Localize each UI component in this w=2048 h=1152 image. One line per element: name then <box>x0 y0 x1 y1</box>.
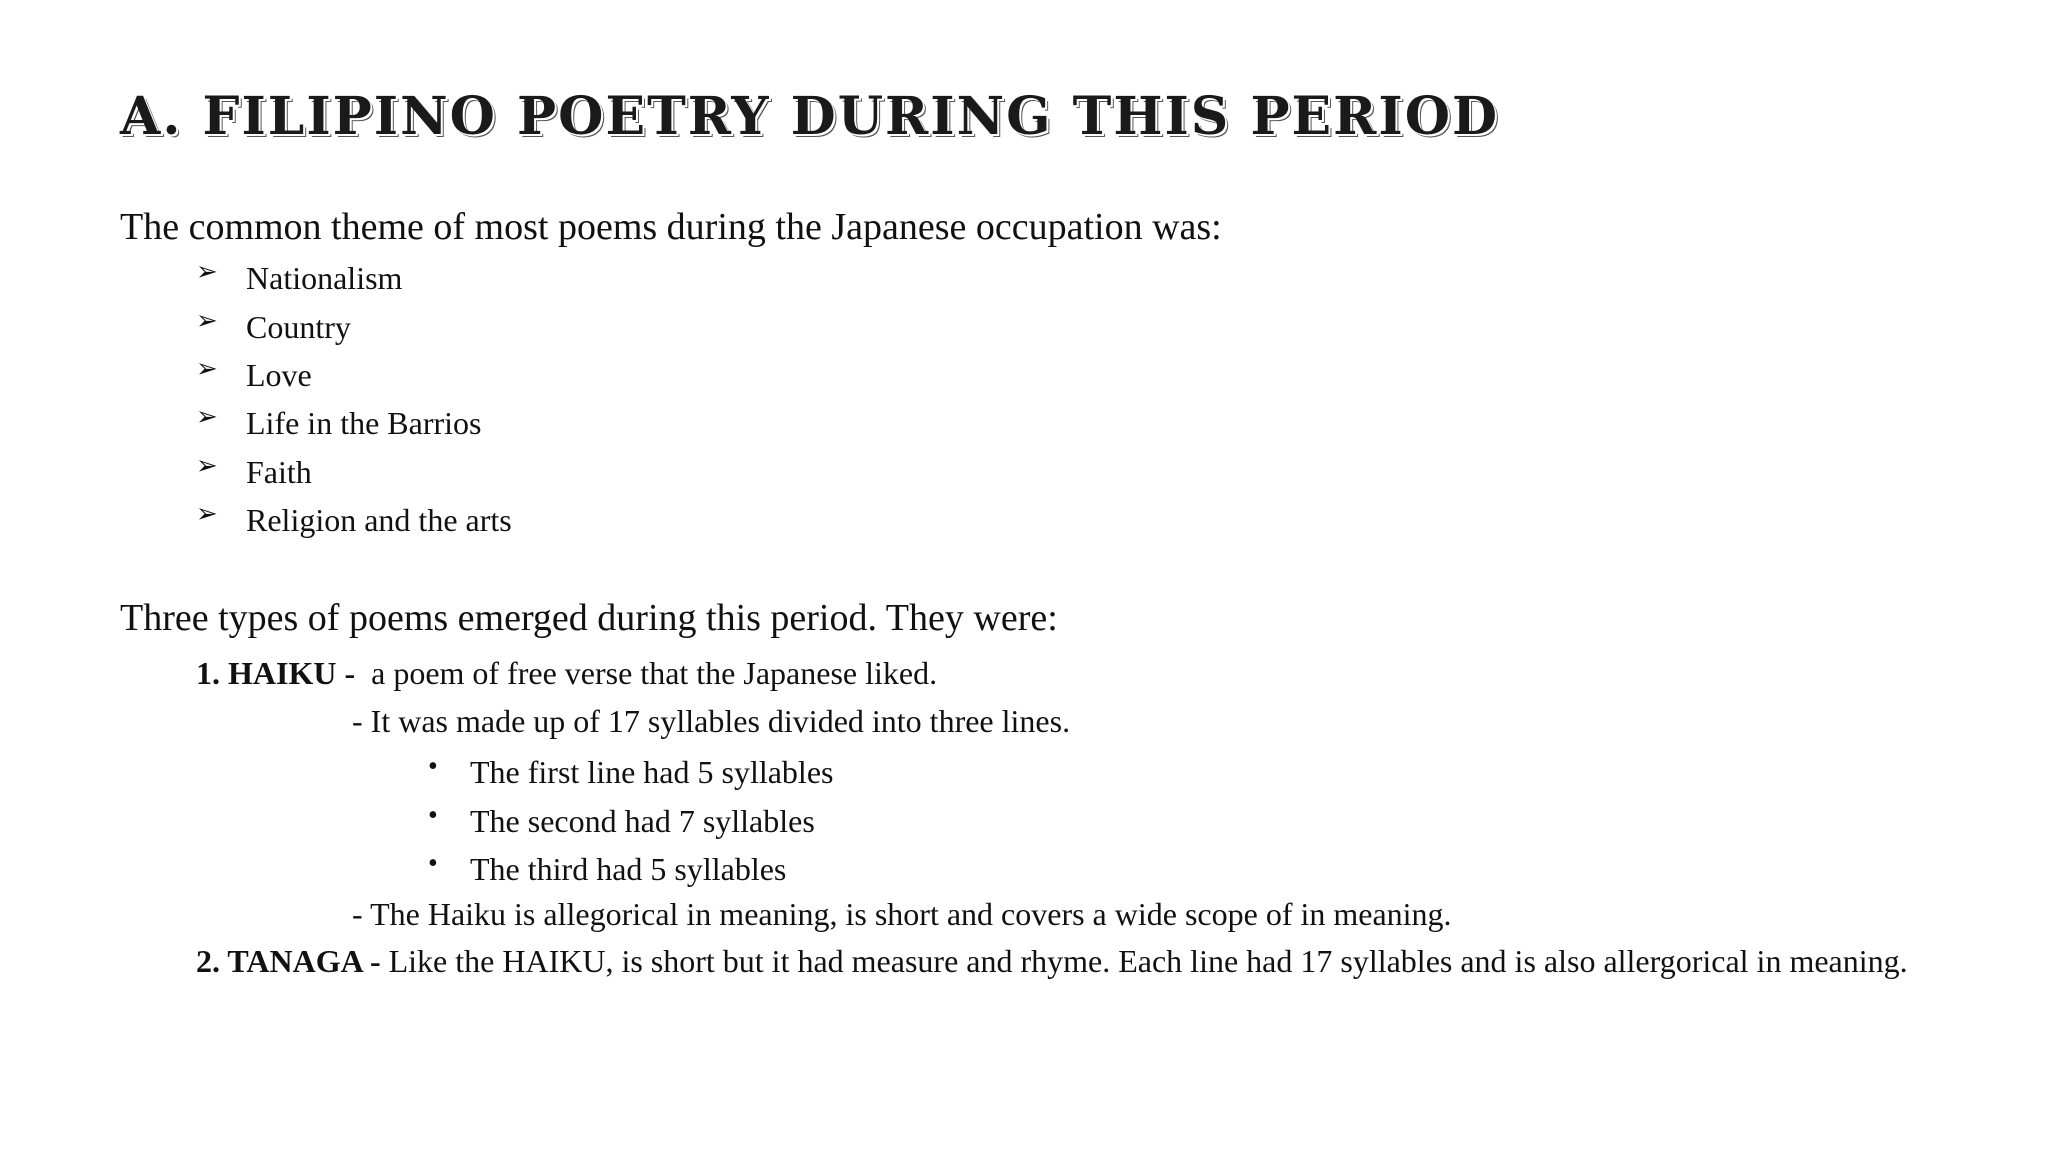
types-intro: Three types of poems emerged during this period. They were: <box>120 597 1058 639</box>
haiku-item <box>196 652 937 694</box>
tanaga-label: 2. TANAGA - <box>196 943 381 979</box>
slide-title: A. FILIPINO POETRY DURING THIS PERIOD <box>120 86 1500 147</box>
tanaga-definition: Like the HAIKU, is short but it had measure and rhyme. Each line had 17 syllables and is also allergorical in meaning. <box>388 943 1908 979</box>
arrow-bullet-icon: ➢ <box>196 499 218 530</box>
list-item: • The second had 7 syllables <box>428 796 833 844</box>
tanaga-item <box>196 940 1926 982</box>
arrow-bullet-icon: ➢ <box>196 305 218 336</box>
list-item: ➢ Love <box>196 353 312 393</box>
list-item: ➢ Faith <box>196 450 312 490</box>
themes-intro: The common theme of most poems during the Japanese occupation was: <box>120 206 1222 248</box>
haiku-detail-meaning: - The Haiku is allegorical in meaning, is short and covers a wide scope of in meaning. <box>352 896 1452 932</box>
list-item: • The first line had 5 syllables <box>428 748 833 796</box>
themes-list <box>196 254 512 544</box>
arrow-bullet-icon: ➢ <box>196 450 218 481</box>
haiku-label: 1. HAIKU - <box>196 655 356 691</box>
list-item: ➢ Life in the Barrios <box>196 402 482 442</box>
syllable-list <box>428 748 833 893</box>
list-item: ➢ Country <box>196 305 351 345</box>
list-item: • The third had 5 syllables <box>428 845 833 893</box>
arrow-bullet-icon: ➢ <box>196 257 218 288</box>
list-item: ➢ Religion and the arts <box>196 499 512 539</box>
haiku-detail-syllables: - It was made up of 17 syllables divided into three lines. <box>352 703 1071 739</box>
arrow-bullet-icon: ➢ <box>196 353 218 384</box>
bullet-dot-icon: • <box>428 751 438 783</box>
haiku-definition: a poem of free verse that the Japanese liked. <box>371 655 938 691</box>
list-item: ➢ Nationalism <box>196 257 403 297</box>
arrow-bullet-icon: ➢ <box>196 402 218 433</box>
bullet-dot-icon: • <box>428 847 438 879</box>
bullet-dot-icon: • <box>428 799 438 831</box>
